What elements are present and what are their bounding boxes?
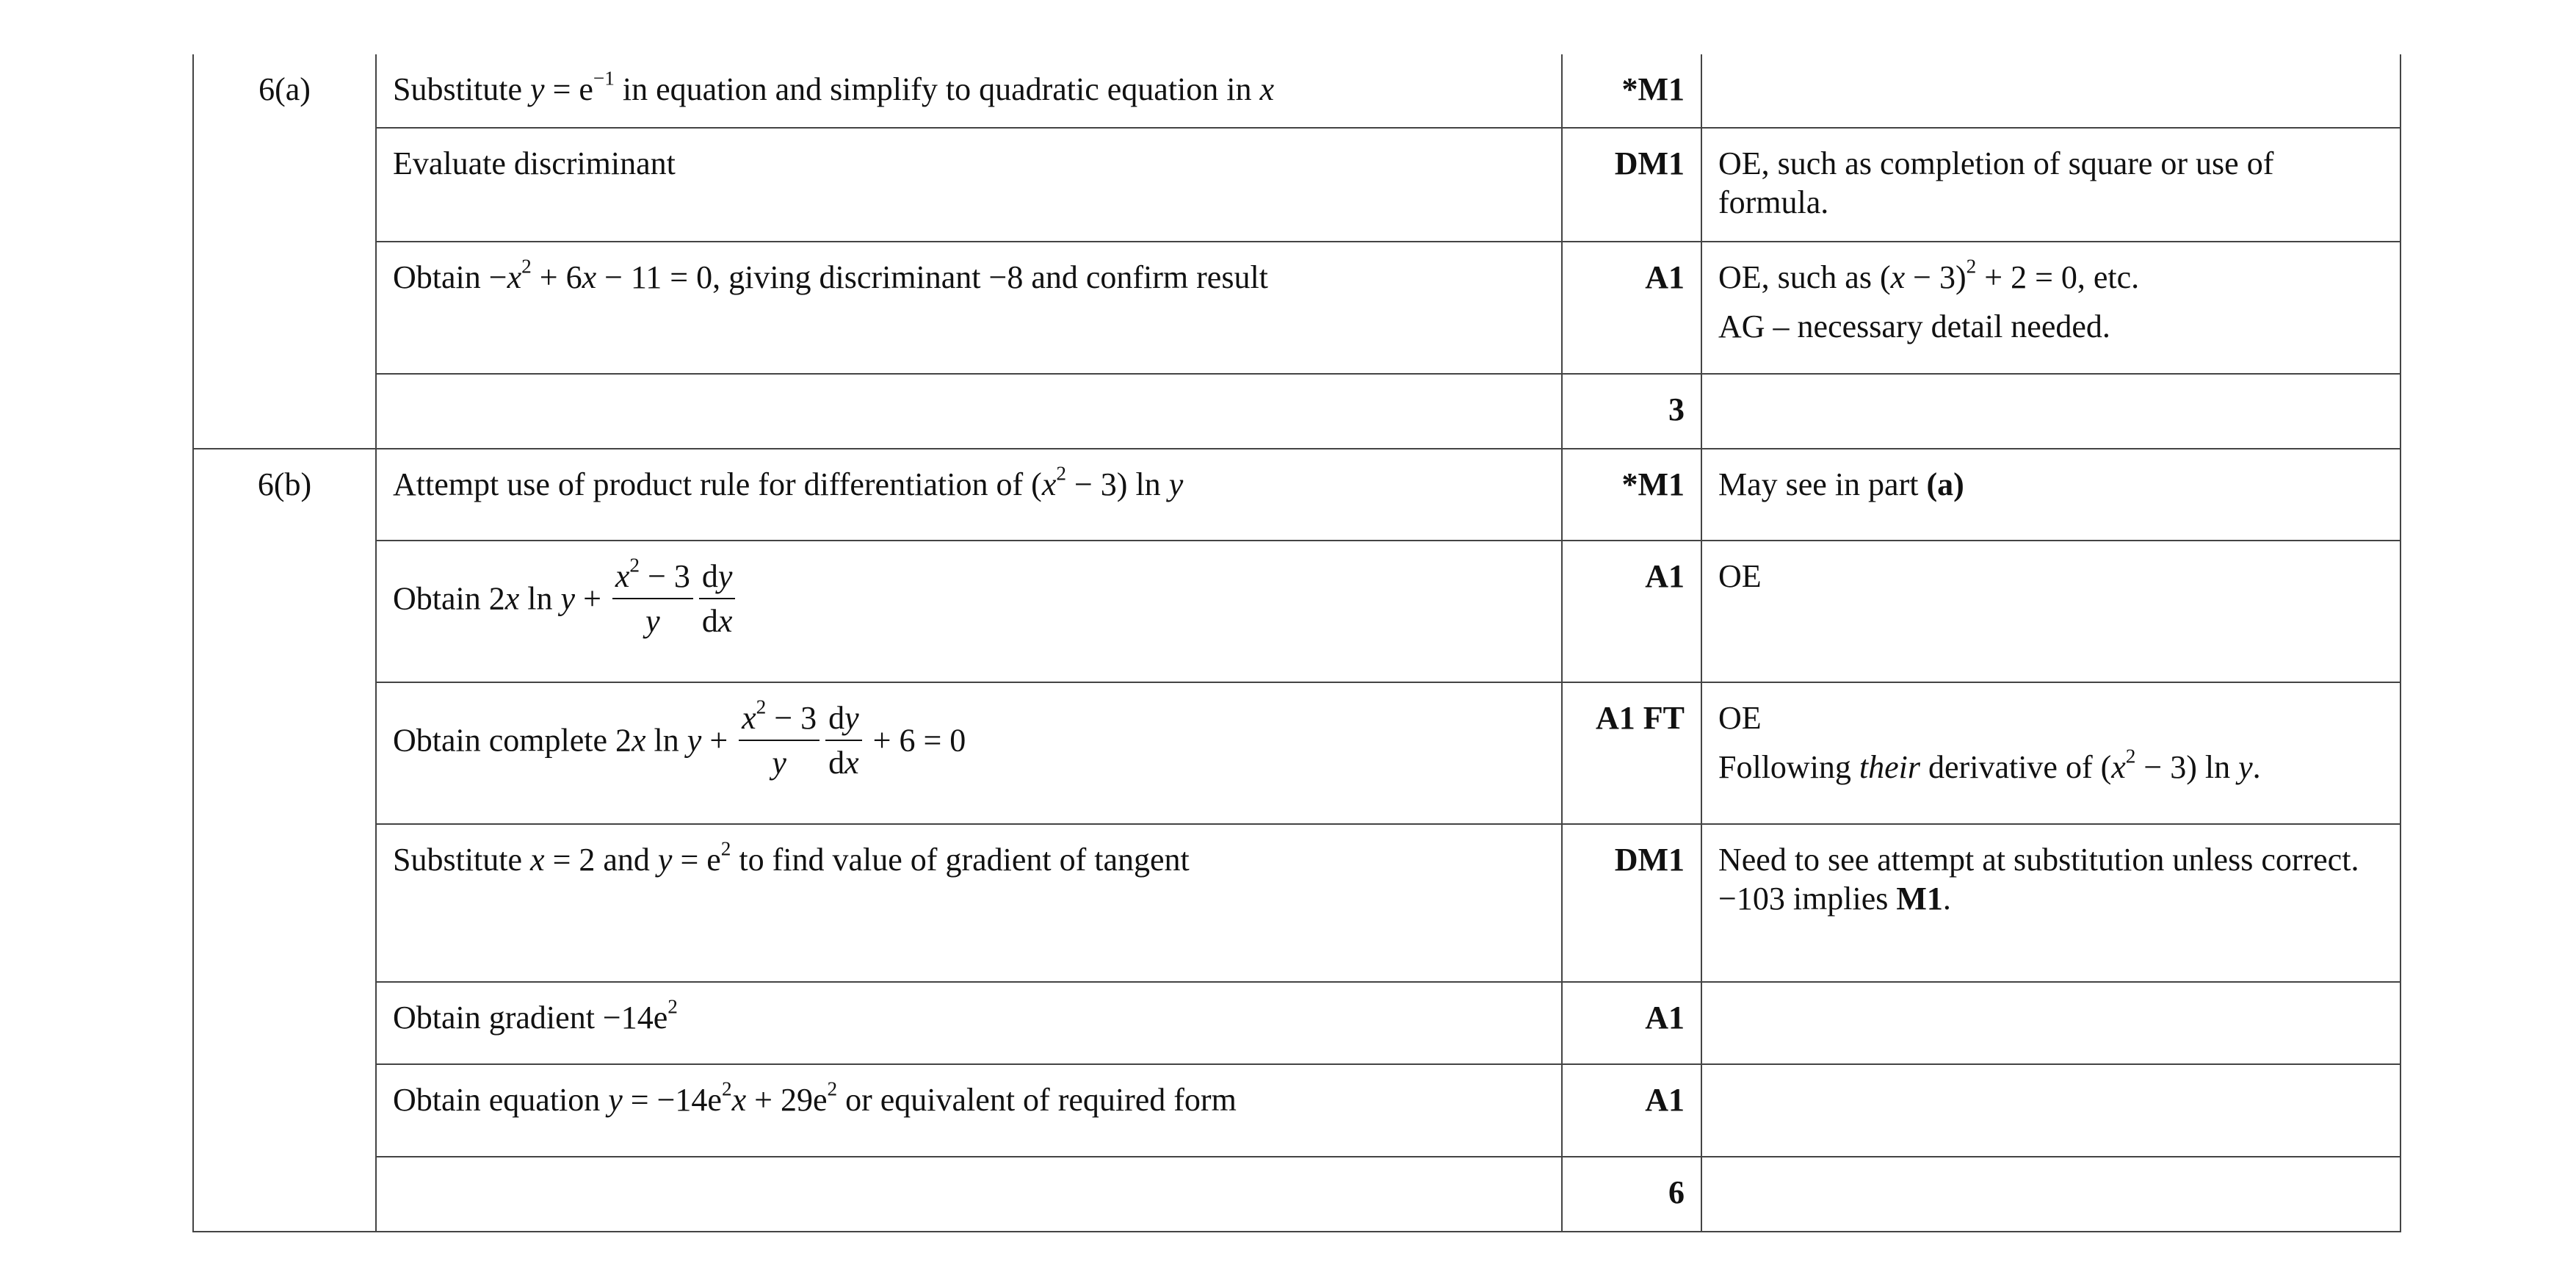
answer-cell: Obtain complete 2x ln y + $\frac{x^2 - 3}{y}$ $\frac{dy}{dx}$ + 6 = 0 [376,682,1562,824]
mark-cell: *M1 [1562,449,1701,541]
mark-scheme-table [192,54,2401,1232]
table-row [193,824,2400,982]
guidance-cell: OE, such as completion of square or use of formula. [1701,128,2400,242]
table-row [193,242,2400,374]
guidance-cell: OE, such as $(x - 3)^2 + 2 = 0$, etc. AG – necessary detail needed. [1701,242,2400,374]
mark-cell: A1 [1562,1064,1701,1157]
guidance-cell: May see in part (a) [1701,449,2400,541]
table-row [193,449,2400,541]
mark-cell: A1 [1562,541,1701,682]
answer-cell [376,1157,1562,1232]
answer-cell [376,374,1562,449]
table-row [193,128,2400,242]
table-row [193,982,2400,1064]
mark-cell: *M1 [1562,54,1701,128]
fraction: $\frac{dy}{dx}$ [699,557,736,641]
guidance-cell [1701,982,2400,1064]
table-row [193,682,2400,824]
guidance-cell: OE [1701,541,2400,682]
answer-cell: Attempt use of product rule for differentiation of $(x^2 - 3)$ ln y [376,449,1562,541]
guidance-cell [1701,54,2400,128]
table-row [193,374,2400,449]
guidance-cell [1701,1157,2400,1232]
fraction: $\frac{dy}{dx}$ [825,699,862,783]
fraction: $\frac{x^2 - 3}{y}$ [612,557,693,641]
answer-cell: Obtain equation $y = -14e^2x + 29e^2$ or equivalent of required form [376,1064,1562,1157]
answer-cell: Evaluate discriminant [376,128,1562,242]
fraction: $\frac{x^2 - 3}{y}$ [739,699,820,783]
table-row [193,541,2400,682]
answer-cell: Obtain 2x ln y + $\frac{x^2 - 3}{y}$ $\frac{dy}{dx}$ [376,541,1562,682]
answer-cell: Obtain gradient $-14e^2$ [376,982,1562,1064]
table-row [193,1157,2400,1232]
total-marks: 6 [1562,1157,1701,1232]
answer-cell: Obtain $-x^2 + 6x - 11 = 0$, giving discriminant −8 and confirm result [376,242,1562,374]
mark-cell: A1 [1562,982,1701,1064]
mark-cell: A1 [1562,242,1701,374]
guidance-cell: Need to see attempt at substitution unless correct. −103 implies M1. [1701,824,2400,982]
guidance-cell [1701,1064,2400,1157]
question-number: 6(a) [193,54,376,449]
table-row [193,54,2400,128]
answer-cell: Substitute x = 2 and $y = e^2$ to find value of gradient of tangent [376,824,1562,982]
answer-cell: Substitute $y = e^{-1}$ in equation and simplify to quadratic equation in x [376,54,1562,128]
table-row [193,1064,2400,1157]
mark-cell: A1 FT [1562,682,1701,824]
total-marks: 3 [1562,374,1701,449]
mark-cell: DM1 [1562,128,1701,242]
guidance-cell: OE Following their derivative of $(x^2 - 3)$ ln y. [1701,682,2400,824]
question-number: 6(b) [193,449,376,1232]
guidance-cell [1701,374,2400,449]
mark-cell: DM1 [1562,824,1701,982]
